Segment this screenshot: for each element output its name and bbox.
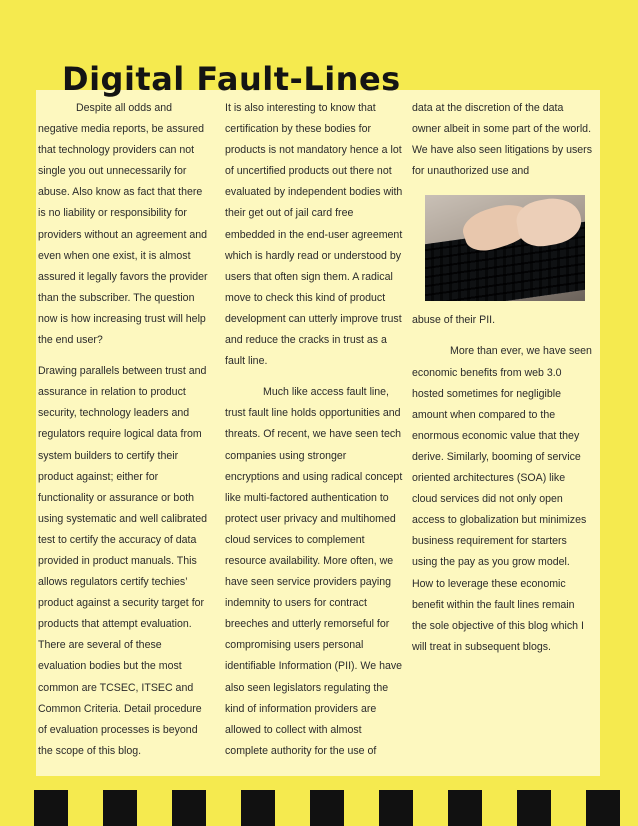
footer-stripe (241, 790, 275, 826)
article-column-2 (225, 98, 403, 762)
footer-stripe (448, 790, 482, 826)
page-title: Digital Fault-Lines (62, 60, 401, 98)
article-column-1 (38, 98, 212, 762)
footer-stripes (34, 790, 620, 826)
footer-stripe (310, 790, 344, 826)
paragraph: It is also interesting to know that certification by these bodies for products is not mandatory hence a lot of uncertified products out there not evaluated by independent bodies with their get out of jail card free embedded in the end-user agreement which is hardly read or understood by users that often sign them. A radical move to check this kind of product development can utterly improve trust and reduce the cracks in trust as a fault line. (225, 102, 403, 368)
paragraph: More than ever, we have seen economic benefits from web 3.0 hosted sometimes for negligible amount when compared to the enormous economic value that they derive. Similarly, booming of service oriented architectures (SOA) like cloud services did not only open access to globalization but minimizes business requirement for starters using the pay as you grow model. How to leverage these economic benefit within the fault lines remain the sole objective of this blog which I will treat in subsequent blogs. (412, 345, 592, 653)
laptop-typing-photo (425, 195, 585, 301)
footer-stripe (172, 790, 206, 826)
article-column-3 (412, 98, 592, 658)
footer-stripe (517, 790, 551, 826)
footer-stripe (34, 790, 68, 826)
paragraph: Much like access fault line, trust fault line holds opportunities and threats. Of recent, we have seen tech companies using stronger encryptions and using radical concept like multi-factored authentication to protect user privacy and multihomed cloud services to complement resource availability. More often, we have seen service providers paying indemnity to users for contract breeches and utterly remorseful for compromising users personal identifiable Information (PII). We have also seen legislators regulating the kind of information providers are allowed to collect with almost complete authority for the use of (225, 386, 403, 757)
paragraph: abuse of their PII. (412, 314, 496, 327)
paragraph: data at the discretion of the data owner albeit in some part of the world. We have also seen litigations by users for unauthorized use and (412, 102, 592, 178)
footer-stripe (379, 790, 413, 826)
paragraph: Drawing parallels between trust and assurance in relation to product security, technology leaders and regulators require logical data from system builders to certify their product against; either for functionality or assurance or both using systematic and well calibrated test to certify the accuracy of data provided in product manuals. This allows regulators certify techies’ product against a security target for products that attempt evaluation. There are several of these evaluation bodies but the most common are TCSEC, ITSEC and Common Criteria. Detail procedure of evaluation processes is beyond the scope of this blog. (38, 365, 207, 757)
paragraph: Despite all odds and negative media reports, be assured that technology providers can not single you out unnecessarily for abuse. Also know as fact that there is no liability or responsibility for providers without an agreement and even when one exist, it is almost assured it legally favors the provider than the subscriber. The question now is how increasing trust will help the end user? (38, 102, 208, 347)
footer-stripe (103, 790, 137, 826)
footer-stripe (586, 790, 620, 826)
